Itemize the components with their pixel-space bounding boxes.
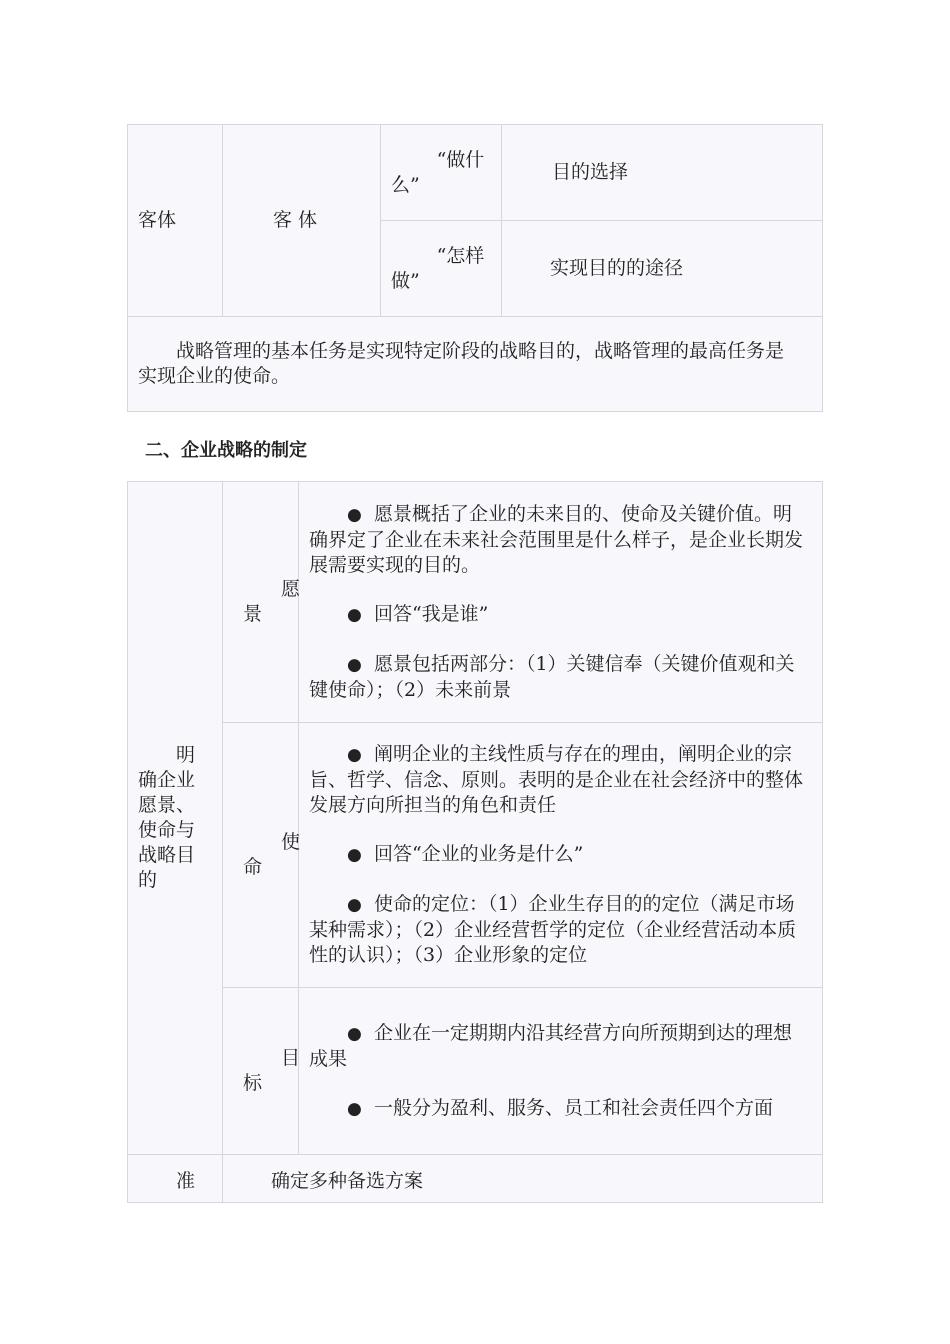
list-item: ● 一般分为盈利、服务、员工和社会责任四个方面: [347, 1096, 773, 1119]
list-item: ● 愿景概括了企业的未来目的、使命及关键价值。明确界定了企业在未来社会范围里是什么样子，是企业长期发展需要实现的目的。: [309, 502, 804, 576]
list-item: ● 回答“我是谁”: [347, 602, 489, 625]
object-label: 客体: [128, 125, 223, 317]
list-item: ● 回答“企业的业务是什么”: [347, 843, 584, 865]
summary-cell: [128, 317, 823, 412]
section-heading: 二、企业战略的制定: [145, 440, 307, 461]
path-cell: 实现目的的途径: [502, 221, 823, 317]
vision-label-cell: [223, 482, 299, 723]
list-item: ● 企业在一定期期内沿其经营方向所预期到达的理想成果: [309, 1021, 792, 1070]
do-what-cell: [381, 125, 502, 221]
summary-text: 战略管理的基本任务是实现特定阶段的战略目的，战略管理的最高任务是实现企业的使命。: [138, 340, 785, 387]
mission-label-cell: [223, 723, 299, 988]
bullet-icon: ●: [347, 654, 362, 675]
bullet-icon: ●: [347, 895, 362, 915]
vision-content: [299, 482, 823, 723]
mission-label: 使命: [243, 831, 301, 878]
bullet-icon: ●: [347, 845, 362, 865]
goal-choice-cell: 目的选择: [502, 125, 823, 221]
group-label-cell: [128, 482, 223, 1155]
object-label-spaced: 客 体: [223, 125, 381, 317]
bullet-icon: ●: [347, 745, 362, 765]
how-to-do-text: “怎样做”: [391, 244, 485, 292]
target-label-cell: [223, 988, 299, 1155]
bullet-icon: ●: [347, 1098, 362, 1119]
alternatives-text: 确定多种备选方案: [223, 1155, 823, 1203]
list-item: ● 阐明企业的主线性质与存在的理由，阐明企业的宗旨、哲学、信念、原则。表明的是企业在社会经济中的整体发展方向所担当的角色和责任: [309, 743, 804, 816]
target-label: 目标: [243, 1047, 301, 1094]
list-item: ● 使命的定位：（1）企业生存目的的定位（满足市场某种需求）；（2）企业经营哲学的定位（企业经营活动本质性的认识）；（3）企业形象的定位: [309, 893, 797, 966]
bullet-icon: ●: [347, 504, 362, 525]
bullet-icon: ●: [347, 1023, 362, 1044]
bullet-icon: ●: [347, 604, 362, 625]
prep-label: 准: [128, 1155, 223, 1203]
how-to-do-cell: [381, 221, 502, 317]
target-content: [299, 988, 823, 1155]
group-label: 明确企业愿景、使命与战略目的: [138, 744, 196, 891]
strategy-object-table: [127, 124, 823, 412]
do-what-text: “做什么”: [391, 148, 485, 196]
list-item: ● 愿景包括两部分：（1）关键信奉（关键价值观和关键使命）；（2）未来前景: [309, 652, 795, 701]
strategy-formulation-table: [127, 481, 823, 1203]
mission-content: [299, 723, 823, 988]
vision-label: 愿景: [243, 578, 301, 625]
